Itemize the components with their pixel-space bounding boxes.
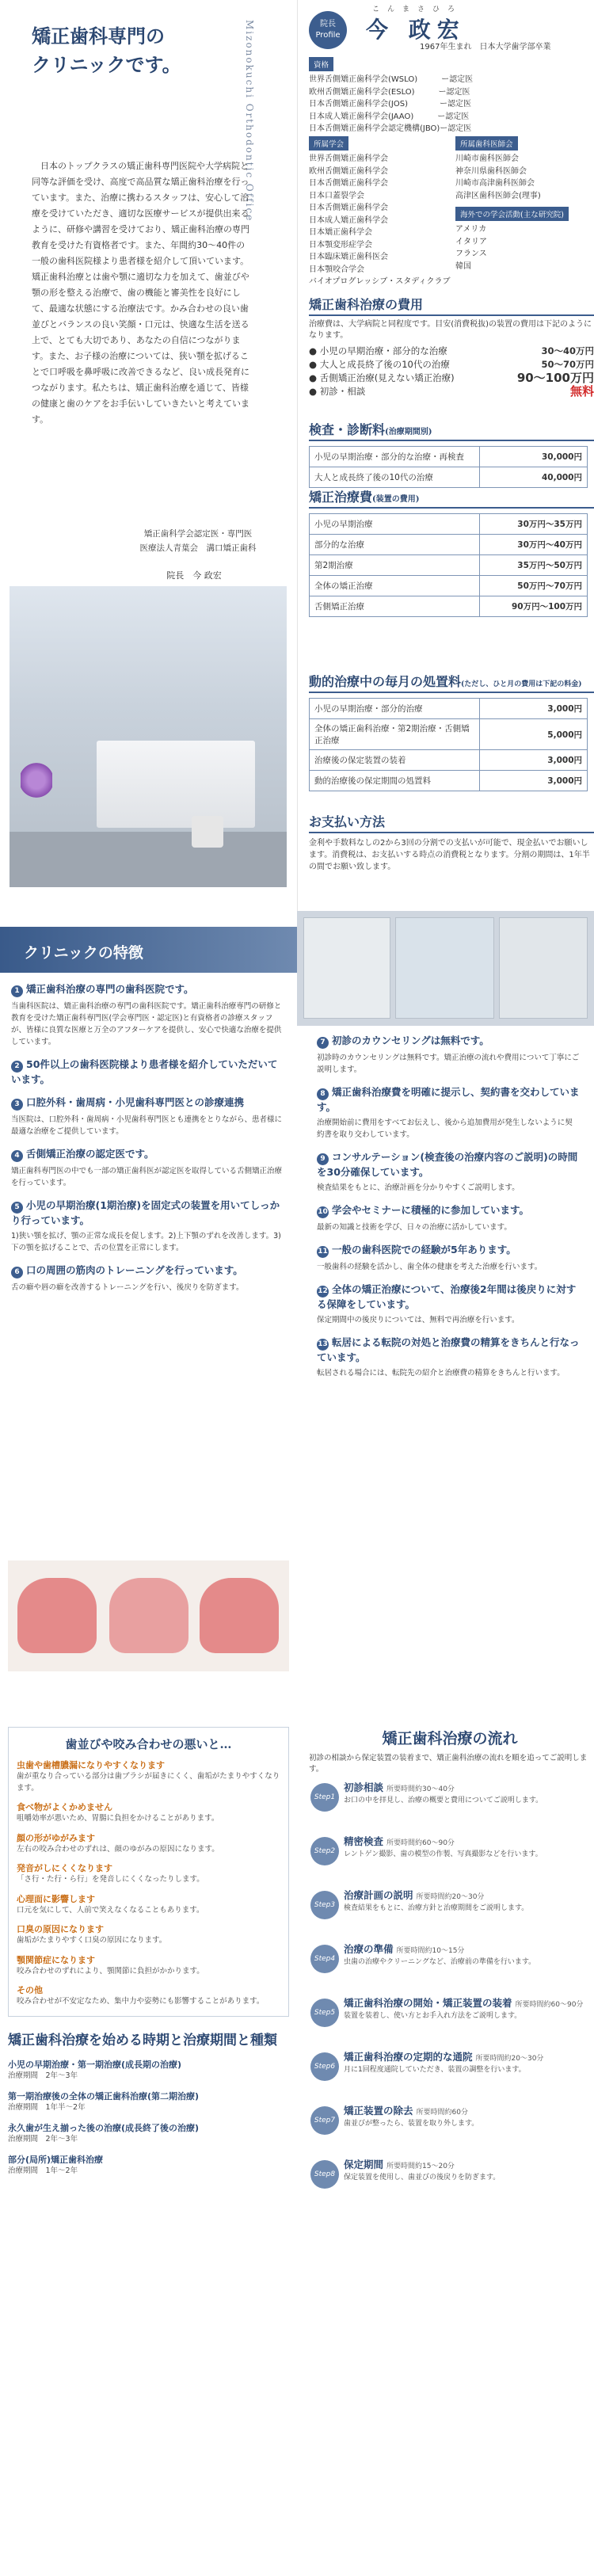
feature-item — [11, 982, 286, 1048]
feature-text: 当歯科医院は、矯正歯科治療の専門の歯科医院です。矯正歯科治療専門の研修と教育を受けた矯正歯科専門医(学会専門医・認定医)と有資格者の診療スタッフが、皆様に良質な医療と万全のアフターケアを提供し、安心で快適な治療を提供しています。 — [11, 1002, 282, 1046]
clinic-band-title: クリニックの特徴 — [24, 944, 143, 962]
step-text: 保定装置を使用し、歯並びの後戻りを防ぎます。 — [344, 2174, 501, 2182]
fee-value: 30〜40万円 — [541, 345, 594, 356]
abroad-item: 韓国 — [455, 261, 471, 271]
table-cell-label: 治療後の保定装置の装着 — [310, 750, 480, 771]
step-title: 矯正装置の除去 所要時間約60分 — [344, 2105, 468, 2117]
step-title: 治療計画の説明 所要時間約20〜30分 — [344, 1889, 485, 1901]
table-cell-value: 5,000円 — [480, 719, 588, 750]
abroad-heading: 海外での学会活動(主な研究院) — [455, 207, 569, 221]
teeth-model-1 — [17, 1578, 97, 1653]
association-item: 日本矯正歯科学会 — [309, 228, 372, 237]
table-row — [310, 719, 588, 750]
association-item: 世界舌側矯正歯科学会 — [309, 154, 388, 163]
features-right — [306, 1034, 591, 1389]
feature-text: 当医院は、口腔外科・歯周病・小児歯科専門医とも連携をとりながら、患者様に最適な治療をご提供しています。 — [11, 1115, 283, 1136]
local-association-item: 高津区歯科医師会(理事) — [455, 191, 541, 200]
feature-number: 1 — [11, 985, 23, 997]
director-name: 院長 今 政宏 — [166, 570, 222, 581]
worry-text: 「さ行・た行・ら行」を発音しにくくなったりします。 — [17, 1875, 204, 1884]
step-time: 所要時間約20〜30分 — [475, 2055, 544, 2063]
start-text: 治療期間 1年半〜2年 — [8, 2102, 86, 2112]
association-item: 欧州舌側矯正歯科学会 — [309, 166, 388, 176]
local-association-item: 神奈川県歯科医師会 — [455, 166, 527, 176]
flow-section — [306, 1727, 594, 2211]
feature-number: 7 — [317, 1037, 329, 1049]
device-title — [309, 487, 594, 509]
step-time: 所要時間約10〜15分 — [396, 1947, 465, 1955]
worry-heading: 顔の形がゆがみます — [17, 1832, 95, 1843]
qualification-item: 日本成人矯正歯科学会(JAAO) ー認定医 — [309, 112, 470, 121]
feature-title: 3 口腔外科・歯周病・小児歯科専門医との診療連携 — [11, 1096, 286, 1111]
fee-note: 治療費は、大学病院と同程度です。目安(消費税抜)の装置の費用は下記のようになります。 — [309, 320, 592, 340]
feature-title: 11 一般の歯科医院での経験が5年あります。 — [317, 1243, 580, 1258]
feature-text: 最新の知識と技術を学び、日々の治療に活かしています。 — [317, 1223, 512, 1232]
photo-desk — [97, 741, 255, 828]
intro-title-line2: クリニックです。 — [32, 53, 181, 76]
feature-number: 12 — [317, 1286, 329, 1298]
step-label: Step3 — [310, 1891, 339, 1919]
device-title-text: 矯正治療費 — [309, 490, 373, 505]
table-cell-label: 小児の早期治療・部分的な治療・再検査 — [310, 447, 480, 467]
monthly-section — [309, 672, 594, 791]
feature-number: 10 — [317, 1206, 329, 1218]
flow-step — [306, 1995, 594, 2044]
start-section — [8, 2031, 289, 2177]
step-time: 所要時間約30〜40分 — [386, 1785, 455, 1793]
feature-title: 1 矯正歯科治療の専門の歯科医院です。 — [11, 982, 286, 997]
feature-text: 治療開始前に費用をすべてお伝えし、後から追加費用が発生しないように契約書を取り交わしています。 — [317, 1118, 573, 1139]
feature-item — [11, 1096, 286, 1137]
feature-item — [11, 1198, 286, 1254]
table-cell-value: 35万円〜50万円 — [480, 555, 588, 576]
worry-text: 咬み合わせが不安定なため、集中力や姿勢にも影響することがあります。 — [17, 1997, 265, 2006]
worry-text: 口元を気にして、人前で笑えなくなることもあります。 — [17, 1905, 204, 1915]
step-time: 所要時間約60〜90分 — [515, 2001, 584, 2009]
feature-number: 11 — [317, 1246, 329, 1258]
assoc-heading: 所属学会 — [309, 136, 348, 151]
table-row — [310, 447, 588, 467]
feature-text: 検査結果をもとに、治療計画を分かりやすくご説明します。 — [317, 1183, 520, 1192]
signature-line1: 矯正歯科学会認定医・専門医 — [143, 529, 253, 539]
worry-text: 左右の咬み合わせのずれは、顔のゆがみの原因になります。 — [17, 1844, 219, 1854]
table-row — [310, 514, 588, 535]
worry-text: 咬み合わせのずれにより、顎関節に負担がかかります。 — [17, 1966, 204, 1976]
center-divider — [297, 0, 298, 927]
badge-label-1: 院長 — [320, 20, 336, 29]
feature-title: 9 コンサルテーション(検査後の治療内容のご説明)の時間を30分確保しています。 — [317, 1151, 578, 1178]
local-association-item: 川崎市高津歯科医師会 — [455, 179, 535, 188]
association-item: 日本口蓋裂学会 — [309, 191, 364, 200]
start-heading: 永久歯が生え揃った後の治療(成長終了後の治療) — [8, 2122, 200, 2133]
exam-title-text: 検査・診断料 — [309, 422, 386, 437]
worry-box — [8, 1727, 289, 2017]
local-associations — [455, 135, 594, 272]
feature-item — [317, 1282, 580, 1326]
feature-text: 転居される場合には、転院先の紹介と治療費の精算をきちんと行います。 — [317, 1369, 565, 1378]
table-row — [310, 596, 588, 617]
worry-heading: 発音がしにくくなります — [17, 1863, 112, 1873]
teeth-model-3 — [200, 1578, 279, 1653]
feature-title: 2 50件以上の歯科医院様より患者様を紹介していただいています。 — [11, 1058, 278, 1085]
association-item: 日本成人矯正歯科学会 — [309, 215, 388, 225]
fee-label: ● 舌側矯正治療(見えない矯正治療) — [309, 372, 455, 383]
feature-text: 初診時のカウンセリングは無料です。矯正治療の流れや費用について丁寧にご説明します。 — [317, 1054, 580, 1074]
table-cell-value: 30万円〜35万円 — [480, 514, 588, 535]
feature-number: 6 — [11, 1267, 23, 1278]
association-item: バイオプログレッシブ・スタディクラブ — [309, 277, 451, 286]
vertical-clinic-name: Mizonokuchi Orthodontic Office — [244, 20, 255, 223]
abroad-item: アメリカ — [455, 225, 487, 234]
worry-heading: 顎関節症になります — [17, 1954, 95, 1965]
feature-number: 3 — [11, 1099, 23, 1111]
flow-step — [306, 2049, 594, 2098]
table-row — [310, 535, 588, 555]
start-text: 治療期間 2年〜3年 — [8, 2134, 78, 2143]
payment-section — [309, 812, 594, 873]
step-text: 歯並びが整ったら、装置を取り外します。 — [344, 2120, 479, 2128]
photo-treatment-3 — [499, 917, 588, 1019]
feature-item — [317, 1203, 580, 1233]
table-row — [310, 699, 588, 719]
badge-label-2: Profile — [315, 31, 341, 40]
table-cell-label: 動的治療後の保定期間の処置料 — [310, 771, 480, 791]
intro-section — [0, 0, 297, 927]
table-cell-value: 30,000円 — [480, 447, 588, 467]
director-birth: 1967年生まれ 日本大学歯学部卒業 — [420, 43, 551, 51]
feature-item — [317, 1336, 580, 1379]
qualifications — [309, 55, 594, 135]
association-item: 日本舌側矯正歯科学会 — [309, 179, 388, 188]
fee-label: ● 初診・相談 — [309, 386, 366, 397]
local-heading: 所属歯科医師会 — [455, 136, 518, 151]
table-row — [310, 555, 588, 576]
profile-section — [309, 0, 594, 927]
table-cell-value: 3,000円 — [480, 750, 588, 771]
monthly-sub: (ただし、ひと月の費用は下記の料金) — [461, 680, 582, 688]
table-cell-label: 舌側矯正治療 — [310, 596, 480, 617]
table-cell-label: 全体の矯正治療 — [310, 576, 480, 596]
fee-row — [309, 372, 594, 385]
worry-heading: 口臭の原因になります — [17, 1924, 104, 1934]
qualification-item: 日本舌側矯正歯科学会(JOS) ー認定医 — [309, 100, 471, 109]
step-title: 初診相談 所要時間約30〜40分 — [344, 1781, 455, 1793]
table-cell-value: 30万円〜40万円 — [480, 535, 588, 555]
feature-text: 一般歯科の経験を活かし、歯全体の健康を考えた治療を行います。 — [317, 1263, 543, 1271]
monthly-title-text: 動的治療中の毎月の処置料 — [309, 674, 462, 689]
step-title: 矯正歯科治療の定期的な通院 所要時間約20〜30分 — [344, 2051, 544, 2063]
teeth-model-2 — [109, 1578, 188, 1653]
table-cell-label: 部分的な治療 — [310, 535, 480, 555]
table-row — [310, 750, 588, 771]
fee-label: ● 大人と成長終了後の10代の治療 — [309, 359, 450, 370]
teeth-model-photo — [8, 1560, 289, 1671]
payment-title: お支払い方法 — [309, 812, 594, 833]
photo-treatment-2 — [395, 917, 494, 1019]
feature-title: 10 学会やセミナーに積極的に参加しています。 — [317, 1203, 580, 1218]
worry-heading: 虫歯や歯槽膿漏になりやすくなります — [17, 1760, 165, 1770]
exam-title — [309, 420, 594, 441]
table-cell-label: 全体の矯正歯科治療・第2期治療・舌側矯正治療 — [310, 719, 480, 750]
fee-section — [309, 295, 594, 398]
start-text: 治療期間 1年〜2年 — [8, 2166, 78, 2175]
table-cell-label: 小児の早期治療・部分的治療 — [310, 699, 480, 719]
worry-heading: その他 — [17, 1985, 43, 1995]
worry-text: 咀嚼効率が悪いため、胃腸に負担をかけることがあります。 — [17, 1814, 219, 1823]
device-sub: (装置の費用) — [372, 495, 420, 504]
fee-value: 90〜100万円 — [516, 371, 594, 385]
fee-value: 無料 — [569, 384, 594, 398]
feature-text: 舌の癖や唇の癖を改善するトレーニングを行い、後戻りを防ぎます。 — [11, 1283, 244, 1292]
feature-item — [317, 1085, 580, 1141]
table-cell-value: 50万円〜70万円 — [480, 576, 588, 596]
table-cell-value: 3,000円 — [480, 699, 588, 719]
step-time: 所要時間約60分 — [416, 2109, 468, 2117]
table-cell-label: 第2期治療 — [310, 555, 480, 576]
fee-title: 矯正歯科治療の費用 — [309, 295, 594, 316]
step-label: Step1 — [310, 1783, 339, 1812]
flow-step — [306, 1780, 594, 1829]
worry-heading: 心理面に影響します — [17, 1893, 95, 1904]
monthly-title — [309, 672, 594, 693]
step-time: 所要時間約15〜20分 — [386, 2163, 455, 2170]
step-text: 検査結果をもとに、治療方針と治療期間をご説明します。 — [344, 1904, 529, 1912]
intro-text: 日本のトップクラスの矯正歯科専門医院や大学病院と同等な評価を受け、高度で高品質な矯正歯科治療を行っています。また、治療に携わるスタッフは、安心して治療を受けていただき、適切な医療サービスが提供出来るように、研修や講習を受けており、矯正歯科治療の専門教育を受けた有資格者です。また、年間約30〜40件の一般の歯科医院様より患者様を紹介して頂いています。矯正歯科治療とは歯や顎に適切な力を加えて、歯並びや顎の形を整える治療で、歯の機能と審美性を良好にして、最適な状態にする治療法です。かみ合わせの良い歯並びとバランスの良い笑顔・口元は、快適な生活を送る上で、とても大切であり、あなたの自信につながります。また、お子様の治療については、狭い顎を拡げることで口呼吸を鼻呼吸に改善できるなど、良い成長発育につながります。私たちは、矯正歯科治療を通じて、皆様の健康と歯のケアをお手伝いしていきたいと考えています。 — [32, 161, 249, 425]
payment-text: 金利や手数料なしの2から3回の分割での支払いが可能で、現金払いでお願いします。消費税は、お支払いする時点の消費税となります。分割の期間は、1年半の間でお願い致します。 — [309, 839, 590, 871]
profile-badge — [309, 11, 347, 49]
exam-sub: (治療期間別) — [385, 428, 432, 436]
start-text: 治療期間 2年〜3年 — [8, 2071, 78, 2080]
flow-step — [306, 2103, 594, 2152]
abroad-item: フランス — [455, 250, 487, 258]
step-text: 装置を装着し、使い方とお手入れ方法をご説明します。 — [344, 2012, 522, 2020]
feature-title: 12 全体の矯正治療について、治療後2年間は後戻りに対する保障をしています。 — [317, 1283, 577, 1310]
flow-step — [306, 1888, 594, 1937]
signature-block — [119, 527, 277, 555]
table-row — [310, 576, 588, 596]
start-heading: 部分(局所)矯正歯科治療 — [8, 2154, 104, 2165]
step-title: 矯正歯科治療の開始・矯正装置の装着 所要時間約60〜90分 — [344, 1997, 584, 2009]
qualification-item: 世界舌側矯正歯科学会(WSLO) ー認定医 — [309, 75, 474, 84]
association-item: 日本臨床矯正歯科医会 — [309, 253, 388, 261]
local-association-item: 川崎市歯科医師会 — [455, 154, 519, 163]
lower-left-section — [0, 1727, 297, 2177]
step-time: 所要時間約20〜30分 — [416, 1893, 485, 1901]
feature-title: 7 初診のカウンセリングは無料です。 — [317, 1034, 580, 1049]
start-heading: 小児の早期治療・第一期治療(成長期の治療) — [8, 2059, 182, 2070]
step-text: 月に1回程度通院していただき、装置の調整を行います。 — [344, 2066, 526, 2074]
step-text: お口の中を拝見し、治療の概要と費用についてご説明します。 — [344, 1797, 543, 1804]
feature-number: 5 — [11, 1202, 23, 1214]
table-cell-label: 小児の早期治療 — [310, 514, 480, 535]
photo-floor — [10, 832, 287, 887]
table-cell-value: 40,000円 — [480, 467, 588, 488]
signature-line2: 医療法人青葉会 溝口矯正歯科 — [139, 543, 257, 553]
flow-step — [306, 1834, 594, 1883]
start-heading: 第一期治療後の全体の矯正歯科治療(第二期治療) — [8, 2090, 200, 2102]
feature-text: 矯正歯科専門医の中でも一部の矯正歯科医が認定医を取得している舌側矯正治療を行っています。 — [11, 1167, 283, 1187]
worry-title: 歯並びや咬み合わせの悪いと… — [65, 1737, 232, 1751]
fee-row — [309, 385, 594, 398]
flow-title: 矯正歯科治療の流れ — [382, 1730, 518, 1747]
qual-heading: 資格 — [309, 57, 333, 71]
start-title: 矯正歯科治療を始める時期と治療期間と種類 — [8, 2032, 277, 2048]
step-label: Step2 — [310, 1837, 339, 1865]
feature-title: 13 転居による転院の対処と治療費の精算をきちんと行なっています。 — [317, 1336, 580, 1363]
feature-number: 13 — [317, 1339, 329, 1351]
worry-heading: 食べ物がよくかめません — [17, 1802, 112, 1812]
table-row — [310, 771, 588, 791]
association-item: 日本顎変形症学会 — [309, 240, 372, 250]
association-item: 日本舌側矯正歯科学会 — [309, 204, 388, 212]
abroad-item: イタリア — [455, 237, 487, 246]
feature-item — [317, 1150, 580, 1194]
step-label: Step6 — [310, 2052, 339, 2081]
feature-number: 8 — [317, 1088, 329, 1100]
reception-photo — [10, 586, 287, 887]
feature-title: 5 小児の早期治療(1期治療)を固定式の装置を用いてしっかり行っています。 — [11, 1199, 280, 1226]
step-title: 治療の準備 所要時間約10〜15分 — [344, 1943, 465, 1955]
flow-step — [306, 2157, 594, 2206]
feature-number: 4 — [11, 1150, 23, 1162]
feature-text: 保定期間中の後戻りについては、無料で再治療を行います。 — [317, 1316, 520, 1324]
photo-treatment-1 — [303, 917, 390, 1019]
table-row — [310, 467, 588, 488]
worry-text: 歯が重なり合っている部分は歯ブラシが届きにくく、歯垢がたまりやすくなります。 — [17, 1772, 280, 1793]
device-section — [309, 487, 594, 617]
feature-number: 9 — [317, 1153, 329, 1165]
feature-text: 1)狭い顎を拡げ、顎の正常な成長を促します。2)上下顎のずれを改善します。3)下の顎を拡げることで、舌の位置を正常にします。 — [11, 1232, 281, 1252]
feature-title: 4 舌側矯正治療の認定医です。 — [11, 1147, 286, 1162]
features-left — [0, 982, 297, 1303]
fee-row — [309, 345, 594, 358]
step-title: 精密検査 所要時間約60〜90分 — [344, 1835, 455, 1847]
feature-item — [11, 1057, 286, 1086]
step-text: レントゲン撮影、歯の模型の作製、写真撮影などを行います。 — [344, 1850, 543, 1858]
clinic-features-band — [0, 927, 297, 973]
intro-title-line1: 矯正歯科専門の — [32, 25, 165, 48]
name-ruby: こんまさひろ — [372, 6, 463, 13]
step-text: 虫歯の治療やクリーニングなど、治療前の準備を行います。 — [344, 1958, 536, 1966]
feature-item — [11, 1263, 286, 1294]
step-label: Step8 — [310, 2160, 339, 2189]
table-cell-value: 3,000円 — [480, 771, 588, 791]
step-label: Step4 — [310, 1945, 339, 1973]
qualification-item: 日本舌側矯正歯科学会認定機構(JBO)ー認定医 — [309, 124, 472, 133]
feature-item — [317, 1243, 580, 1273]
feature-item — [317, 1034, 580, 1076]
step-label: Step5 — [310, 1999, 339, 2027]
flow-step — [306, 1942, 594, 1991]
table-cell-value: 90万円〜100万円 — [480, 596, 588, 617]
step-title: 保定期間 所要時間約15〜20分 — [344, 2159, 455, 2170]
qualification-item: 欧州舌側矯正歯科学会(ESLO) ー認定医 — [309, 87, 470, 97]
step-time: 所要時間約60〜90分 — [386, 1839, 455, 1847]
association-item: 日本顎咬合学会 — [309, 265, 364, 274]
fee-label: ● 小児の早期治療・部分的な治療 — [309, 345, 447, 356]
flow-intro: 初診の相談から保定装置の装着まで、矯正歯科治療の流れを順を追ってご説明します。 — [309, 1754, 588, 1774]
orchid-flower — [21, 756, 52, 804]
exam-section — [309, 420, 594, 488]
intro-title — [32, 22, 181, 79]
step-label: Step7 — [310, 2106, 339, 2135]
worry-text: 歯垢がたまりやすく口臭の原因になります。 — [17, 1936, 167, 1945]
feature-title: 8 矯正歯科治療費を明確に提示し、契約書を交わしています。 — [317, 1086, 580, 1113]
fee-value: 50〜70万円 — [541, 359, 594, 370]
feature-title: 6 口の周囲の筋肉のトレーニングを行っています。 — [11, 1263, 286, 1278]
feature-number: 2 — [11, 1061, 23, 1073]
table-cell-label: 大人と成長終了後の10代の治療 — [310, 467, 480, 488]
feature-item — [11, 1147, 286, 1189]
clinic-photos — [297, 911, 594, 1026]
associations — [309, 135, 451, 288]
director-full-name: 今 政宏 — [366, 17, 466, 43]
fee-row — [309, 358, 594, 372]
photo-chair — [192, 816, 223, 848]
